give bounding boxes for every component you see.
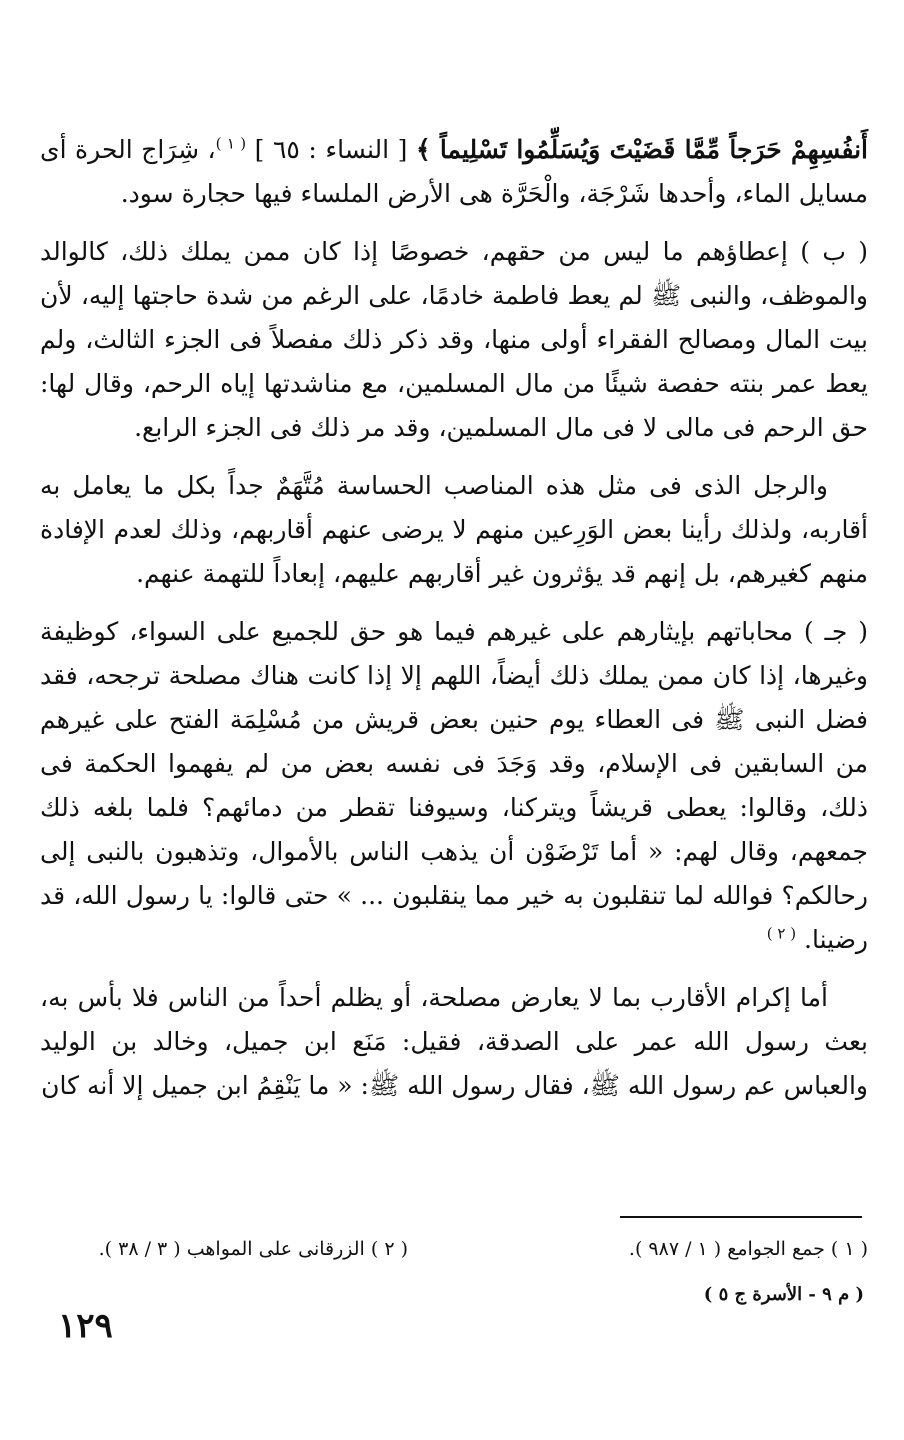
footnote-marker-1: ( ١ ) xyxy=(215,134,247,153)
footnote-marker-2: ( ٢ ) xyxy=(766,924,797,943)
paragraph-c xyxy=(40,610,868,962)
page-number: ١٢٩ xyxy=(58,1306,113,1346)
main-text xyxy=(40,128,868,1108)
paragraph-c-text: ( جـ ) محاباتهم بإيثارهم على غيرهم فيما هو حق للجميع على السواء، كوظيفة وغيرها، إذا كان ممن يملك ذلك أيضاً، اللهم إلا إذا كانت هناك مصلحة ترجحه، فقد فضل النبى ﷺ فى العطاء يوم حنين بعض قريش من مُسْلِمَة الفتح على غيرهم من السابقين فى الإسلام، وقد وَجَدَ فى نفسه بعض من لم يفهموا الحكمة فى ذلك، وقالوا: يعطى قريشاً ويتركنا، وسيوفنا تقطر من دمائهم؟ فلما بلغه ذلك جمعهم، وقال لهم: « أما تَرْضَوْن أن يذهب الناس بالأموال، وتذهبون بالنبى إلى رحالكم؟ فوالله لما تنقلبون به خير مما ينقلبون ... » حتى قالوا: يا رسول الله، قد رضينا. xyxy=(40,617,868,954)
footnotes xyxy=(40,1232,868,1280)
paragraph-b: ( ب ) إعطاؤهم ما ليس من حقهم، خصوصًا إذا كان ممن يملك ذلك، كالوالد والموظف، والنبى ﷺ لم يعط فاطمة خادمًا، على الرغم من شدة حاجتها إليه، لأن بيت المال ومصالح الفقراء أولى منها، وقد ذكر ذلك مفصلاً فى الجزء الثالث، ولم يعط عمر بنته حفصة شيئًا من مال المسلمين، مع مناشدتها إياه الرحم، وقال لها: حق الرحم فى مالى لا فى مال المسلمين، وقد مر ذلك فى الجزء الرابع. xyxy=(40,237,868,442)
paragraph-honoring-relatives: أما إكرام الأقارب بما لا يعارض مصلحة، أو يظلم أحداً من الناس فلا بأس به، بعث رسول الله عمر على الصدقة، فقيل: مَنَع ابن جميل، وخالد بن الوليد والعباس عم رسول الله ﷺ، فقال رسول الله ﷺ: « ما يَنْقِمُ ابن جميل إلا أنه كان xyxy=(40,983,868,1100)
book-signature: ( م ٩ - الأسرة ج ٥ ) xyxy=(703,1284,864,1305)
verse-reference: [ النساء : ٦٥ ] xyxy=(254,135,408,164)
footnote-divider xyxy=(620,1216,862,1218)
footnote-1: ( ١ ) جمع الجوامع ( ١ / ٩٨٧ ). xyxy=(628,1238,868,1260)
paragraph-official-relatives: والرجل الذى فى مثل هذه المناصب الحساسة مُتَّهَمٌ جداً بكل ما يعامل به أقاربه، ولذلك رأينا بعض الوَرِعين منهم لا يرضى عنهم أقاربهم، وذلك لعدم الإفادة منهم كغيرهم، بل إنهم قد يؤثرون غير أقاربهم عليهم، إبعاداً للتهمة عنهم. xyxy=(40,471,868,588)
quran-verse: أَنفُسِهِمْ حَرَجاً مِّمَّا قَضَيْتَ وَيُسَلِّمُوا تَسْلِيماً ﴾ xyxy=(415,135,868,164)
footnote-2: ( ٢ ) الزرقانى على المواهب ( ٣ / ٣٨ ). xyxy=(98,1238,408,1260)
paragraph-verse-explanation xyxy=(40,128,868,216)
verse-explanation: ، شِرَاج الحرة أى مسايل الماء، وأحدها شَرْجَة، والْحَرَّة هى الأرض الملساء فيها حجارة سود. xyxy=(40,135,868,208)
